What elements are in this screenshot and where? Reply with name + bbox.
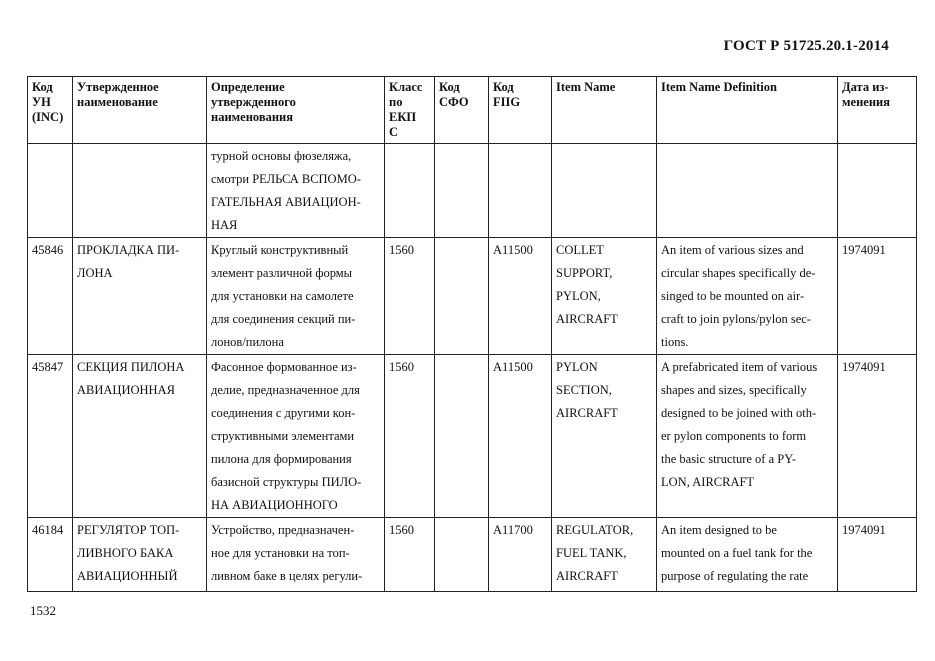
- text-line: A prefabricated item of various: [661, 360, 818, 374]
- text-line: менения: [842, 95, 890, 109]
- text-line: утвержденного: [211, 95, 296, 109]
- header-item-name: [552, 77, 657, 144]
- cell-definition: [207, 238, 385, 355]
- cell-definition: [207, 355, 385, 518]
- cell-class: 1560: [385, 518, 435, 592]
- text-line: АВИАЦИОННЫЙ: [77, 569, 178, 583]
- text-line: circular shapes specifically de-: [661, 266, 816, 280]
- document-code: ГОСТ Р 51725.20.1-2014: [723, 38, 889, 54]
- text-line: ное для установки на топ-: [211, 546, 350, 560]
- table-row: [28, 355, 917, 518]
- header-code-un: [28, 77, 73, 144]
- text-line: Дата из-: [842, 80, 889, 94]
- text-line: Определение: [211, 80, 285, 94]
- text-line: AIRCRAFT: [556, 312, 618, 326]
- text-line: REGULATOR,: [556, 523, 634, 537]
- page-number: 1532: [30, 603, 56, 618]
- text-line: ЛОНА: [77, 266, 113, 280]
- continuation-row: [28, 144, 917, 238]
- text-line: Фасонное формованное из-: [211, 360, 357, 374]
- cell-item-name: [552, 238, 657, 355]
- text-line: FIIG: [493, 95, 521, 109]
- cell-date: 1974091: [838, 355, 917, 518]
- text-line: ливном баке в целях регули-: [211, 569, 363, 583]
- text-line: ЛИВНОГО БАКА: [77, 546, 174, 560]
- cell-item-definition: [657, 144, 838, 238]
- cell-code: 45846: [28, 238, 73, 355]
- text-line: PYLON,: [556, 289, 601, 303]
- text-line: (INC): [32, 110, 64, 124]
- cell-fiig: [489, 144, 552, 238]
- header-approved-name: [73, 77, 207, 144]
- text-line: SUPPORT,: [556, 266, 613, 280]
- text-line: Код: [32, 80, 53, 94]
- header-date: [838, 77, 917, 144]
- text-line: УН: [32, 95, 51, 109]
- text-line: LON, AIRCRAFT: [661, 475, 755, 489]
- cell-item-definition: [657, 355, 838, 518]
- text-line: С: [389, 125, 399, 139]
- text-line: mounted on a fuel tank for the: [661, 546, 813, 560]
- text-line: Круглый конструктивный: [211, 243, 349, 257]
- cell-sfo: [435, 238, 489, 355]
- text-line: ПРОКЛАДКА ПИ-: [77, 243, 180, 257]
- text-line: An item designed to be: [661, 523, 777, 537]
- text-line: АВИАЦИОННАЯ: [77, 383, 175, 397]
- cell-sfo: [435, 518, 489, 592]
- text-line: shapes and sizes, specifically: [661, 383, 807, 397]
- cell-name: [73, 238, 207, 355]
- text-line: НА АВИАЦИОННОГО: [211, 498, 338, 512]
- cell-name: [73, 518, 207, 592]
- text-line: для соединения секций пи-: [211, 312, 356, 326]
- cell-item-definition: [657, 518, 838, 592]
- cell-date: 1974091: [838, 238, 917, 355]
- text-line: AIRCRAFT: [556, 569, 618, 583]
- catalog-table: [27, 76, 917, 592]
- text-line: Код: [493, 80, 514, 94]
- text-line: по: [389, 95, 403, 109]
- cell-definition: [207, 144, 385, 238]
- text-line: craft to join pylons/pylon sec-: [661, 312, 811, 326]
- cell-item-name: [552, 355, 657, 518]
- cell-name: [73, 355, 207, 518]
- cell-code: 45847: [28, 355, 73, 518]
- cell-fiig: A11500: [489, 238, 552, 355]
- cell-definition: [207, 518, 385, 592]
- cell-item-name: [552, 518, 657, 592]
- cell-date: 1974091: [838, 518, 917, 592]
- text-line: РЕГУЛЯТОР ТОП-: [77, 523, 180, 537]
- text-line: ГАТЕЛЬНАЯ АВИАЦИОН-: [211, 195, 361, 209]
- cell-item-name: [552, 144, 657, 238]
- cell-date: [838, 144, 917, 238]
- cell-fiig: A11500: [489, 355, 552, 518]
- text-line: турной основы фюзеляжа,: [211, 149, 352, 163]
- text-line: наименование: [77, 95, 158, 109]
- text-line: лонов/пилона: [211, 335, 284, 349]
- table-row: [28, 238, 917, 355]
- text-line: структивными элементами: [211, 429, 355, 443]
- text-line: designed to be joined with oth-: [661, 406, 817, 420]
- text-line: базисной структуры ПИЛО-: [211, 475, 362, 489]
- text-line: смотри РЕЛЬСА ВСПОМО-: [211, 172, 361, 186]
- text-line: Item Name: [556, 80, 616, 94]
- header-item-definition: [657, 77, 838, 144]
- text-line: Утвержденное: [77, 80, 159, 94]
- cell-name: [73, 144, 207, 238]
- text-line: PYLON: [556, 360, 598, 374]
- text-line: Класс: [389, 80, 423, 94]
- header-row: [28, 77, 917, 144]
- text-line: Устройство, предназначен-: [211, 523, 355, 537]
- text-line: делие, предназначенное для: [211, 383, 360, 397]
- header-fiig: [489, 77, 552, 144]
- text-line: the basic structure of a PY-: [661, 452, 797, 466]
- text-line: СЕКЦИЯ ПИЛОНА: [77, 360, 185, 374]
- text-line: An item of various sizes and: [661, 243, 804, 257]
- text-line: COLLET: [556, 243, 604, 257]
- text-line: SECTION,: [556, 383, 612, 397]
- cell-sfo: [435, 355, 489, 518]
- text-line: tions.: [661, 335, 689, 349]
- header-class: [385, 77, 435, 144]
- text-line: соединения с другими кон-: [211, 406, 356, 420]
- text-line: СФО: [439, 95, 469, 109]
- cell-fiig: A11700: [489, 518, 552, 592]
- text-line: AIRCRAFT: [556, 406, 618, 420]
- text-line: НАЯ: [211, 218, 238, 232]
- header-sfo: [435, 77, 489, 144]
- text-line: FUEL TANK,: [556, 546, 627, 560]
- cell-class: 1560: [385, 355, 435, 518]
- text-line: Item Name Definition: [661, 80, 777, 94]
- text-line: для установки на самолете: [211, 289, 354, 303]
- text-line: элемент различной формы: [211, 266, 353, 280]
- text-line: purpose of regulating the rate: [661, 569, 809, 583]
- cell-item-definition: [657, 238, 838, 355]
- cell-code: 46184: [28, 518, 73, 592]
- text-line: пилона для формирования: [211, 452, 352, 466]
- text-line: ЕКП: [389, 110, 417, 124]
- text-line: наименования: [211, 110, 294, 124]
- header-definition: [207, 77, 385, 144]
- text-line: er pylon components to form: [661, 429, 807, 443]
- text-line: Код: [439, 80, 460, 94]
- cell-sfo: [435, 144, 489, 238]
- cell-code: [28, 144, 73, 238]
- table-row: [28, 518, 917, 592]
- cell-class: 1560: [385, 238, 435, 355]
- text-line: singed to be mounted on air-: [661, 289, 805, 303]
- cell-class: [385, 144, 435, 238]
